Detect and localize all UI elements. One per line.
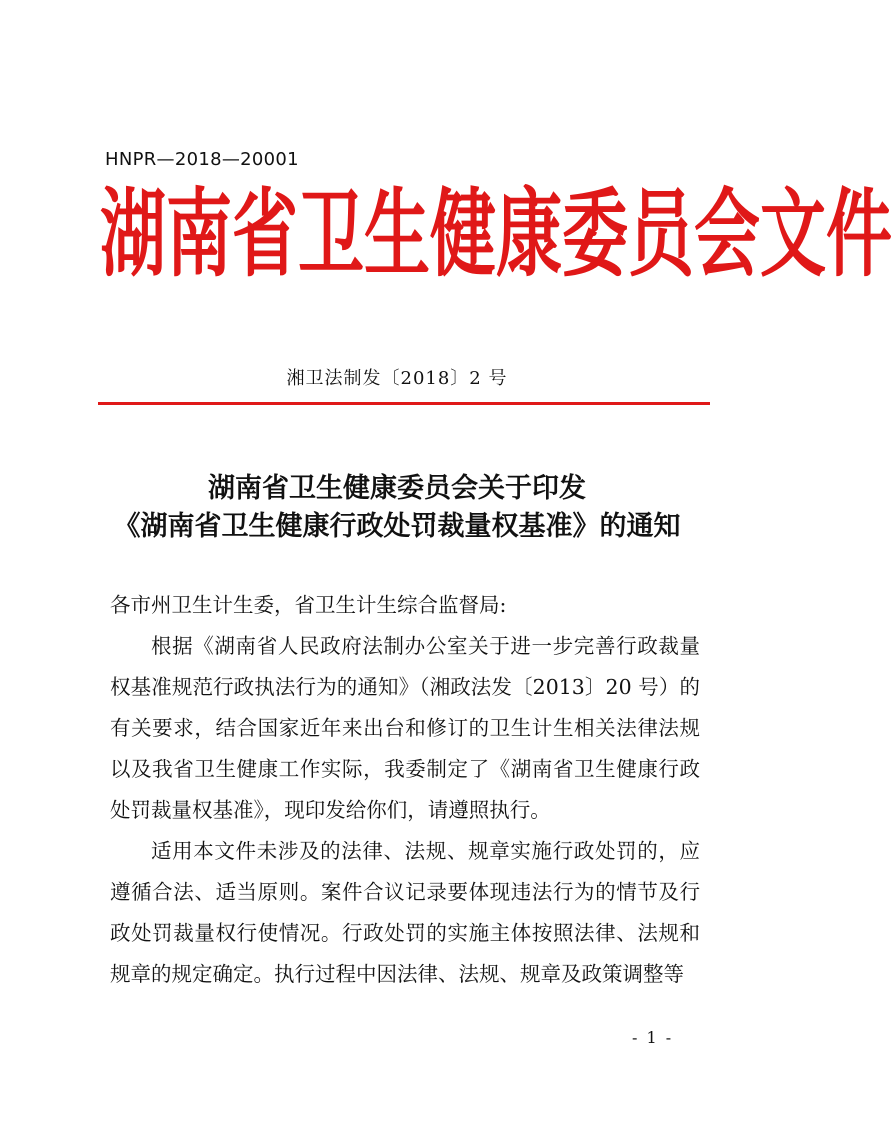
notice-title [0,470,794,546]
agency-header-char: 南 [166,178,232,291]
agency-header-char: 文 [760,178,826,291]
agency-header-char: 卫 [298,178,364,291]
agency-header-char: 员 [628,178,694,291]
paragraph-1: 根据《湖南省人民政府法制办公室关于进一步完善行政裁量权基准规范行政执法行为的通知》（湘政法发〔2013〕20 号）的有关要求，结合国家近年来出台和修订的卫生计生相关法律法规以及我省卫生健康工作实际，我委制定了《湖南省卫生健康行政处罚裁量权基准》，现印发给你们，请遵照执行。 [110,634,700,822]
agency-header-char: 生 [364,178,430,291]
title-line-1: 湖南省卫生健康委员会关于印发 [208,473,586,504]
agency-header-char: 康 [496,178,562,291]
document-code: HNPR—2018—20001 [105,149,299,170]
agency-header-char: 健 [430,178,496,291]
salutation: 各市州卫生计生委，省卫生计生综合监督局: [110,593,507,617]
page-number: - 1 - [632,1028,674,1047]
agency-header-char: 湖 [100,178,166,291]
paragraph-2: 适用本文件未涉及的法律、法规、规章实施行政处罚的，应遵循合法、适当原则。案件合议记录要体现违法行为的情节及行政处罚裁量权行使情况。行政处罚的实施主体按照法律、法规和规章的规定确定。执行过程中因法律、法规、规章及政策调整等 [110,839,700,986]
red-divider-line [98,402,710,405]
document-number: 湘卫法制发〔2018〕2 号 [286,368,508,389]
agency-header-char: 省 [232,178,298,291]
agency-header-char: 会 [694,178,760,291]
title-line-2: 《湖南省卫生健康行政处罚裁量权基准》的通知 [113,511,681,542]
agency-header-char: 件 [826,178,892,291]
agency-header-char: 委 [562,178,628,291]
agency-header [100,178,892,291]
notice-body [110,585,700,995]
